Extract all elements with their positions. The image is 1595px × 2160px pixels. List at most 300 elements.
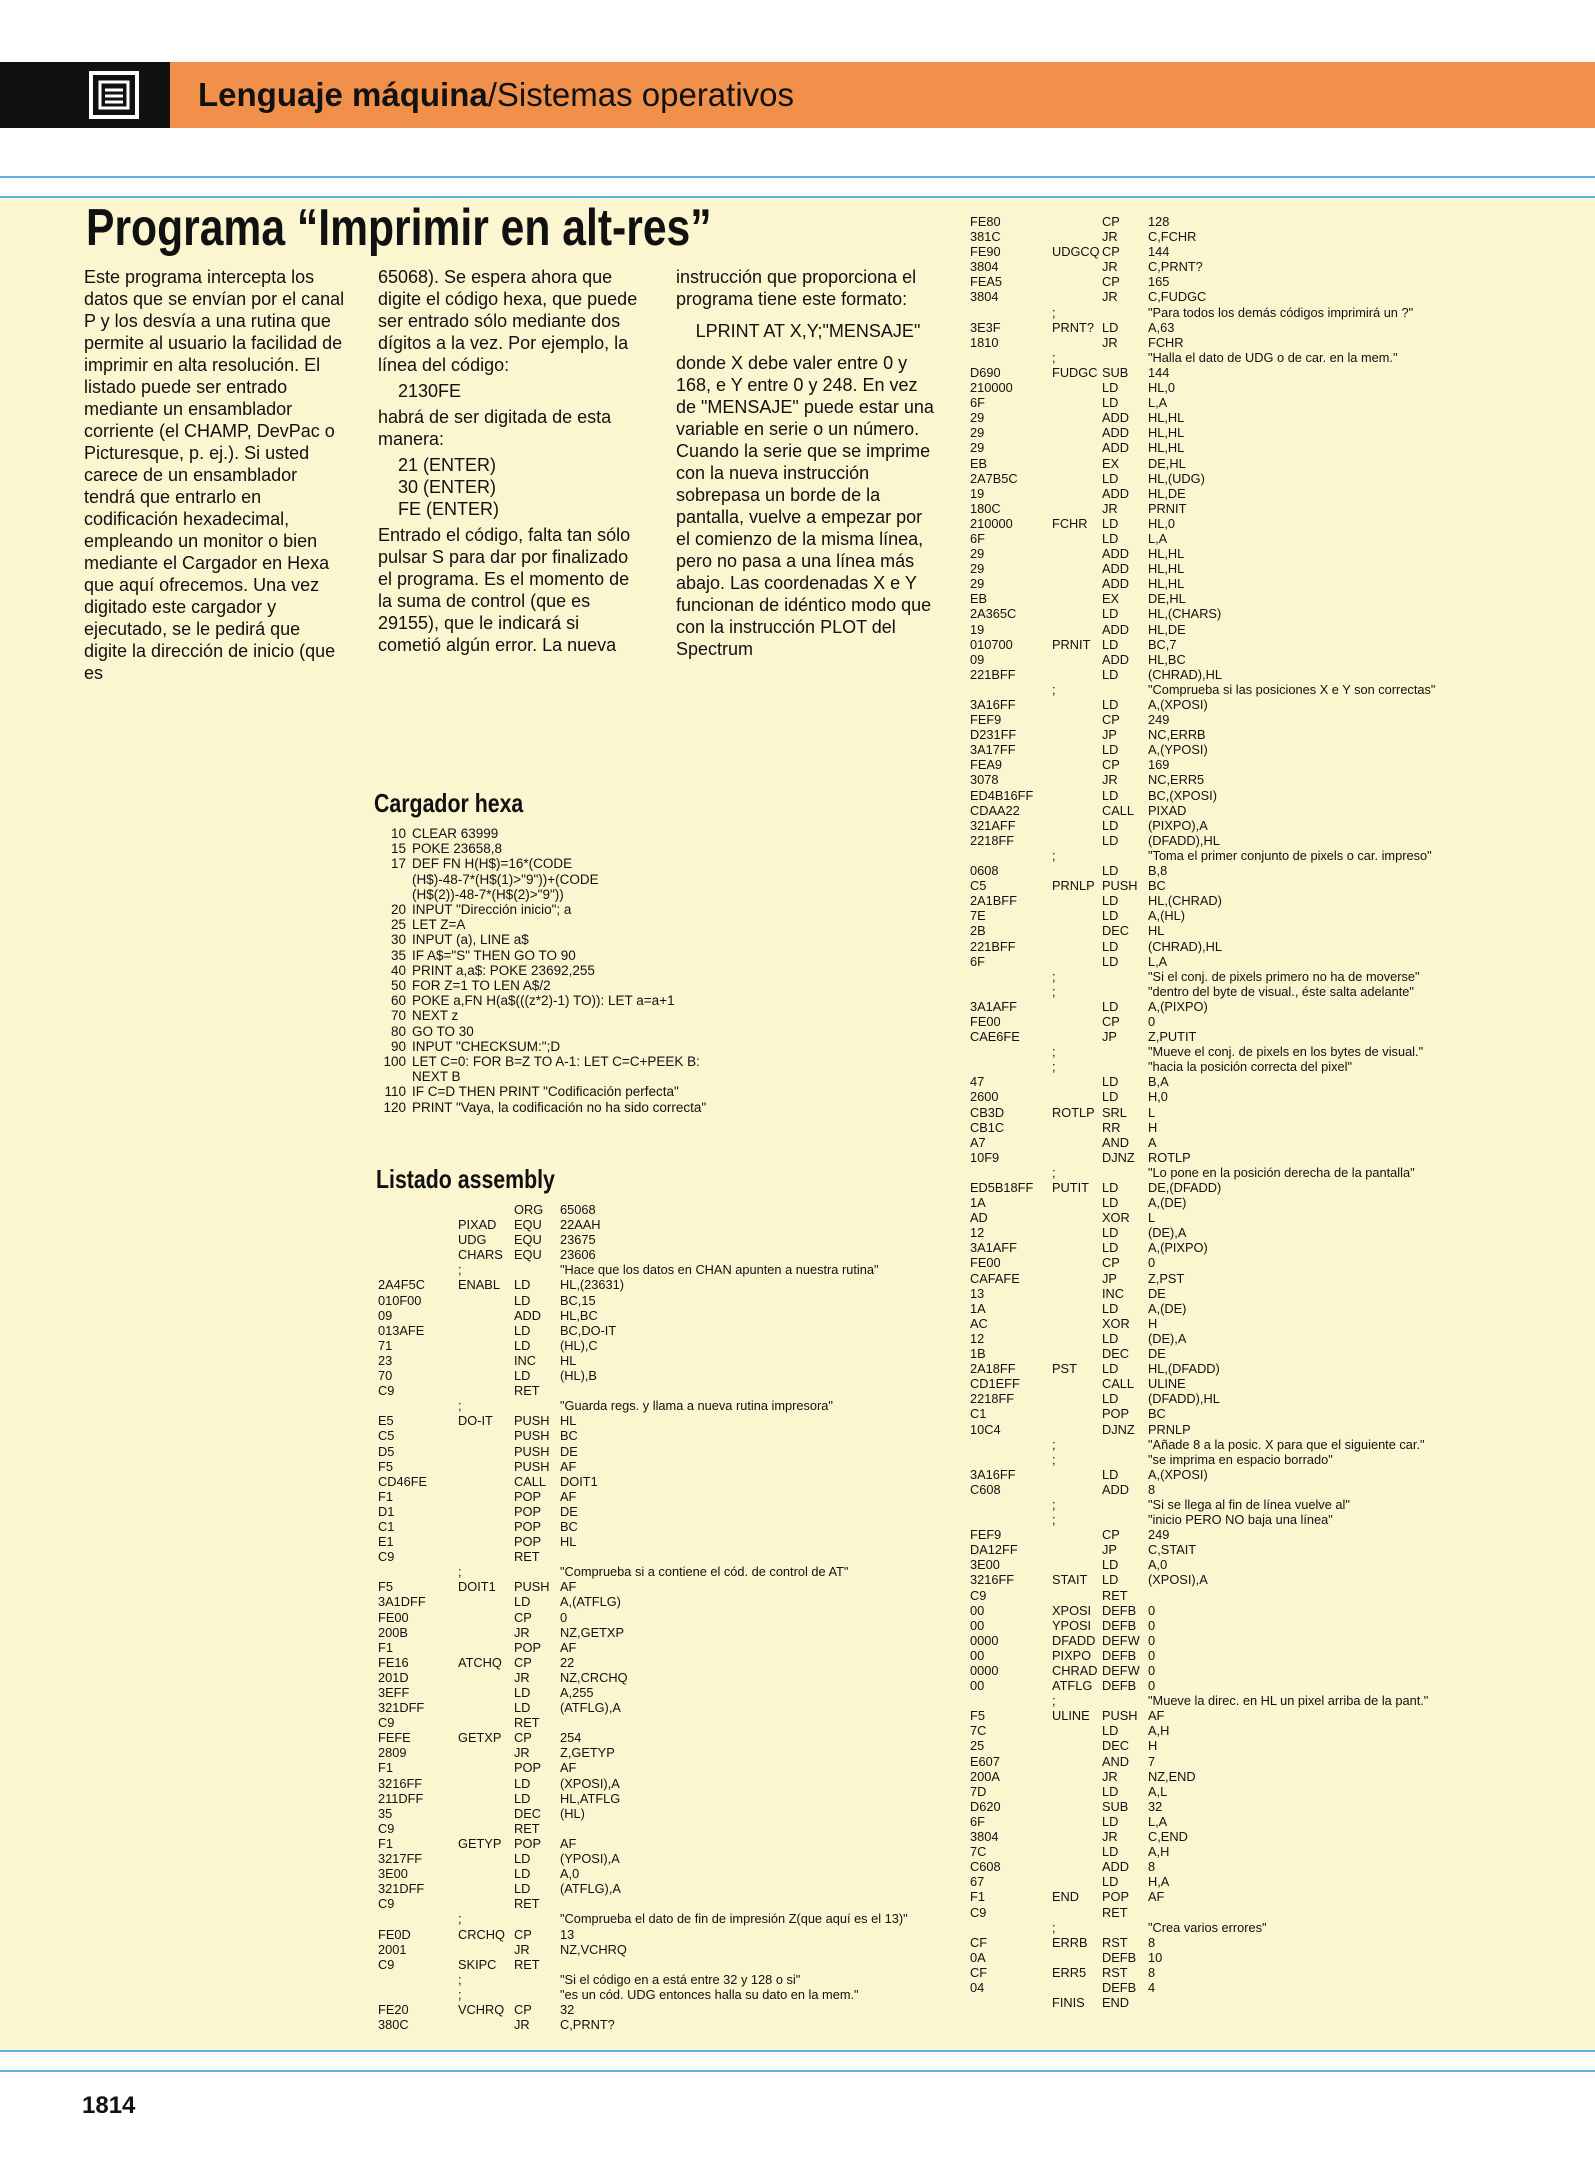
- asm-hex: D1: [378, 1503, 395, 1519]
- asm-operand: Z,PUTIT: [1148, 1029, 1197, 1045]
- basic-line-text: (H$(2))-48-7*(H$(2)>"9")): [412, 886, 564, 902]
- asm-hex: 29: [970, 440, 985, 456]
- asm-opcode: CP: [1102, 274, 1120, 290]
- asm-hex: 321AFF: [970, 817, 1016, 833]
- asm-opcode: END: [1102, 1995, 1130, 2011]
- asm-operand: "Si el código en a está entre 32 y 128 o si": [560, 1971, 801, 1987]
- asm-opcode: PUSH: [514, 1579, 550, 1595]
- asm-hex: F1: [378, 1639, 393, 1655]
- assembly-line: [378, 1353, 918, 1368]
- asm-hex: D690: [970, 364, 1001, 380]
- asm-opcode: DEFB: [1102, 1678, 1137, 1694]
- asm-hex: FEF9: [970, 712, 1002, 728]
- asm-label: ;: [458, 1986, 462, 2002]
- assembly-line: [970, 969, 1570, 984]
- asm-operand: (DE),A: [1148, 1330, 1187, 1346]
- assembly-line: [970, 1648, 1570, 1663]
- asm-opcode: DEFB: [1102, 1602, 1137, 1618]
- asm-operand: NZ,END: [1148, 1768, 1196, 1784]
- asm-opcode: POP: [514, 1488, 542, 1504]
- asm-operand: "Comprueba el dato de fin de impresión Z(que aquí es el 13)": [560, 1911, 908, 1927]
- assembly-line: [970, 1029, 1570, 1044]
- asm-hex: FE00: [378, 1609, 409, 1625]
- assembly-line: [970, 984, 1570, 999]
- asm-operand: A,63: [1148, 319, 1175, 335]
- assembly-line: [970, 1361, 1570, 1376]
- asm-hex: 00: [970, 1617, 985, 1633]
- asm-operand: HL,HL: [1148, 561, 1185, 577]
- assembly-line: [378, 1866, 918, 1881]
- asm-operand: A,(DE): [1148, 1300, 1187, 1316]
- asm-operand: A,H: [1148, 1723, 1170, 1739]
- asm-hex: CF: [970, 1964, 988, 1980]
- asm-label: VCHRQ: [458, 2001, 505, 2017]
- assembly-line: [970, 1089, 1570, 1104]
- asm-hex: C9: [378, 1715, 395, 1731]
- asm-label: ATFLG: [1052, 1678, 1093, 1694]
- assembly-line: [970, 456, 1570, 471]
- asm-operand: NZ,VCHRQ: [560, 1941, 627, 1957]
- assembly-line: [970, 1301, 1570, 1316]
- assembly-line: [970, 546, 1570, 561]
- asm-operand: L: [1148, 1104, 1156, 1120]
- asm-operand: BC,15: [560, 1292, 596, 1308]
- basic-line-number: 25: [390, 917, 406, 933]
- asm-hex: 210000: [970, 515, 1013, 531]
- asm-operand: (HL),C: [560, 1337, 598, 1353]
- column-3-code-format: LPRINT AT X,Y;"MENSAJE": [695, 321, 921, 341]
- asm-hex: 23: [378, 1352, 393, 1368]
- assembly-line: [970, 818, 1570, 833]
- assembly-line: [970, 1135, 1570, 1150]
- assembly-line: [970, 1829, 1570, 1844]
- assembly-line: [970, 803, 1570, 818]
- asm-hex: 2218FF: [970, 1391, 1015, 1407]
- asm-operand: HL: [560, 1352, 577, 1368]
- asm-hex: 19: [970, 485, 985, 501]
- assembly-line: [378, 1715, 918, 1730]
- assembly-line: [378, 1413, 918, 1428]
- assembly-line: [970, 1572, 1570, 1587]
- asm-hex: 00: [970, 1647, 985, 1663]
- asm-opcode: DEC: [1102, 1738, 1130, 1754]
- assembly-line: [970, 1452, 1570, 1467]
- asm-operand: 7: [1148, 1753, 1156, 1769]
- asm-opcode: PUSH: [514, 1458, 550, 1474]
- assembly-line: [970, 1723, 1570, 1738]
- asm-operand: DE,HL: [1148, 591, 1186, 607]
- asm-opcode: ORG: [514, 1202, 544, 1217]
- asm-operand: B,8: [1148, 863, 1168, 879]
- asm-label: UDG: [458, 1232, 487, 1248]
- assembly-line: [970, 531, 1570, 546]
- assembly-line: [970, 471, 1570, 486]
- asm-hex: 210000: [970, 380, 1013, 396]
- assembly-line: [970, 1874, 1570, 1889]
- asm-label: GETXP: [458, 1730, 502, 1746]
- asm-opcode: RET: [1102, 1904, 1128, 1920]
- asm-operand: H,0: [1148, 1089, 1168, 1105]
- asm-operand: 0: [1148, 1013, 1156, 1029]
- asm-operand: 0: [1148, 1663, 1156, 1678]
- asm-label: UDGCQ: [1052, 244, 1100, 260]
- asm-opcode: ADD: [1102, 561, 1130, 577]
- asm-opcode: PUSH: [1102, 1708, 1138, 1724]
- asm-hex: AC: [970, 1315, 988, 1331]
- asm-opcode: INC: [514, 1352, 537, 1368]
- asm-label: ATCHQ: [458, 1654, 502, 1670]
- asm-hex: 1A: [970, 1195, 986, 1211]
- asm-hex: 6F: [970, 395, 985, 411]
- asm-opcode: LD: [1102, 998, 1119, 1014]
- page-number: 1814: [82, 2092, 136, 2119]
- asm-opcode: LD: [514, 1368, 531, 1384]
- asm-operand: HL,(DFADD): [1148, 1361, 1220, 1377]
- asm-operand: HL,(UDG): [1148, 470, 1205, 486]
- asm-opcode: DEC: [1102, 1346, 1130, 1362]
- asm-operand: 10: [1148, 1949, 1163, 1965]
- asm-hex: 13: [970, 1285, 985, 1301]
- asm-hex: 6F: [970, 953, 985, 969]
- assembly-line: [970, 1210, 1570, 1225]
- asm-opcode: PUSH: [514, 1428, 550, 1444]
- asm-label: PUTIT: [1052, 1180, 1089, 1195]
- asm-label: FINIS: [1052, 1995, 1085, 2011]
- asm-operand: HL,0: [1148, 380, 1176, 396]
- asm-operand: 128: [1148, 214, 1170, 229]
- asm-operand: A,(YPOSI): [1148, 742, 1208, 758]
- asm-hex: 10C4: [970, 1421, 1001, 1437]
- asm-hex: F1: [970, 1889, 985, 1905]
- assembly-line: [970, 788, 1570, 803]
- basic-line-text: INPUT (a), LINE a$: [412, 932, 529, 948]
- asm-opcode: RET: [514, 1715, 540, 1731]
- asm-opcode: DEFB: [1102, 1647, 1137, 1663]
- asm-opcode: JR: [514, 1669, 530, 1685]
- asm-hex: 7C: [970, 1723, 987, 1739]
- basic-line-number: 17: [390, 856, 406, 872]
- asm-operand: "inicio PERO NO baja una línea": [1148, 1512, 1333, 1528]
- assembly-line: [970, 622, 1570, 637]
- assembly-line: [970, 1331, 1570, 1346]
- asm-label: ;: [1052, 1044, 1056, 1060]
- assembly-line: [970, 1467, 1570, 1482]
- asm-operand: AF: [560, 1579, 577, 1595]
- asm-opcode: EQU: [514, 1232, 542, 1248]
- asm-hex: 2001: [378, 1941, 407, 1957]
- assembly-line: [378, 1685, 918, 1700]
- asm-hex: 3A1DFF: [378, 1594, 426, 1610]
- assembly-line: [970, 1059, 1570, 1074]
- asm-opcode: LD: [1102, 893, 1119, 909]
- asm-hex: 09: [970, 651, 985, 667]
- asm-operand: C,FCHR: [1148, 229, 1197, 245]
- asm-operand: 249: [1148, 712, 1170, 728]
- asm-hex: 67: [970, 1874, 985, 1890]
- basic-line-text: FOR Z=1 TO LEN A$/2: [412, 978, 551, 994]
- asm-hex: 2B: [970, 923, 986, 939]
- asm-operand: 13: [560, 1926, 575, 1942]
- asm-operand: BC,7: [1148, 636, 1177, 652]
- asm-label: ENABL: [458, 1277, 500, 1293]
- asm-opcode: JR: [1102, 334, 1118, 350]
- assembly-line: [378, 1308, 918, 1323]
- column-2-enter-line-1: 21 (ENTER): [398, 455, 497, 475]
- asm-hex: F5: [378, 1458, 393, 1474]
- assembly-line: [970, 1422, 1570, 1437]
- asm-hex: CAFAFE: [970, 1270, 1020, 1286]
- asm-opcode: SRL: [1102, 1104, 1127, 1120]
- asm-opcode: EQU: [514, 1247, 542, 1263]
- asm-opcode: POP: [1102, 1406, 1130, 1422]
- asm-opcode: POP: [514, 1639, 542, 1655]
- asm-opcode: LD: [1102, 1844, 1119, 1860]
- asm-operand: A,(XPOSI): [1148, 1466, 1208, 1482]
- asm-opcode: JP: [1102, 1542, 1117, 1558]
- asm-label: ;: [1052, 349, 1056, 365]
- assembly-line: [378, 1338, 918, 1353]
- asm-hex: 29: [970, 561, 985, 577]
- asm-opcode: LD: [1102, 1783, 1119, 1799]
- asm-operand: ULINE: [1148, 1376, 1186, 1392]
- assembly-listing-left: [378, 1202, 918, 2032]
- basic-line-text: LET C=0: FOR B=Z TO A-1: LET C=C+PEEK B:: [412, 1054, 700, 1070]
- asm-hex: FE0D: [378, 1926, 411, 1942]
- basic-listing: [374, 826, 934, 1115]
- asm-operand: A,(PIXPO): [1148, 1240, 1208, 1256]
- asm-operand: 8: [1148, 1934, 1156, 1950]
- column-2-enter-line-2: 30 (ENTER): [398, 477, 497, 497]
- asm-operand: NZ,GETXP: [560, 1624, 624, 1640]
- assembly-line: [970, 1663, 1570, 1678]
- asm-opcode: LD: [1102, 1466, 1119, 1482]
- assembly-line: [970, 878, 1570, 893]
- asm-hex: C608: [970, 1481, 1001, 1497]
- assembly-line: [970, 1316, 1570, 1331]
- asm-hex: 321DFF: [378, 1700, 425, 1716]
- asm-operand: HL: [1148, 923, 1165, 939]
- asm-operand: PRNLP: [1148, 1421, 1191, 1437]
- assembly-line: [970, 712, 1570, 727]
- assembly-line: [378, 1640, 918, 1655]
- assembly-line: [378, 1217, 918, 1232]
- article-column-3: [676, 266, 940, 660]
- asm-hex: 3A1AFF: [970, 1240, 1017, 1256]
- asm-operand: 23675: [560, 1232, 596, 1248]
- asm-hex: 2809: [378, 1745, 407, 1761]
- assembly-line: [970, 863, 1570, 878]
- asm-opcode: JR: [1102, 259, 1118, 275]
- asm-operand: "Comprueba si a contiene el cód. de control de AT": [560, 1564, 849, 1580]
- asm-hex: 010700: [970, 636, 1013, 652]
- assembly-line: [378, 1504, 918, 1519]
- asm-label: ;: [458, 1398, 462, 1414]
- asm-hex: FEF9: [970, 1527, 1002, 1543]
- asm-hex: 2A1BFF: [970, 893, 1017, 909]
- asm-label: CHARS: [458, 1247, 503, 1263]
- assembly-line: [378, 1776, 918, 1791]
- assembly-line: [970, 561, 1570, 576]
- asm-opcode: XOR: [1102, 1315, 1130, 1331]
- assembly-line: [378, 1444, 918, 1459]
- assembly-line: [970, 1165, 1570, 1180]
- assembly-line: [970, 999, 1570, 1014]
- asm-opcode: LD: [1102, 1572, 1119, 1588]
- asm-hex: 12: [970, 1225, 985, 1241]
- assembly-line: [378, 1730, 918, 1745]
- asm-opcode: POP: [514, 1760, 542, 1776]
- basic-line-text: LET Z=A: [412, 917, 466, 933]
- asm-operand: "dentro del byte de visual., éste salta adelante": [1148, 983, 1414, 999]
- asm-operand: FCHR: [1148, 334, 1184, 350]
- asm-hex: CDAA22: [970, 802, 1020, 818]
- asm-operand: BC: [560, 1428, 578, 1444]
- asm-hex: 1810: [970, 334, 999, 350]
- asm-operand: DE: [560, 1443, 578, 1459]
- asm-opcode: RR: [1102, 1119, 1121, 1135]
- asm-label: END: [1052, 1889, 1080, 1905]
- asm-operand: 23606: [560, 1247, 596, 1263]
- assembly-line: [970, 516, 1570, 531]
- assembly-line: [970, 1271, 1570, 1286]
- asm-opcode: DEFW: [1102, 1663, 1140, 1678]
- asm-operand: "Si el conj. de pixels primero no ha de moverse": [1148, 968, 1420, 984]
- assembly-line: [378, 1549, 918, 1564]
- assembly-line: [970, 214, 1570, 229]
- asm-operand: A,L: [1148, 1783, 1168, 1799]
- basic-line-text: IF C=D THEN PRINT "Codificación perfecta": [412, 1084, 679, 1100]
- asm-label: ;: [1052, 968, 1056, 984]
- asm-hex: FEA9: [970, 757, 1003, 773]
- asm-opcode: ADD: [1102, 440, 1130, 456]
- assembly-line: [970, 1225, 1570, 1240]
- assembly-line: [970, 244, 1570, 259]
- asm-operand: 0: [1148, 1647, 1156, 1663]
- assembly-line: [970, 1905, 1570, 1920]
- basic-line: [374, 1069, 934, 1084]
- basic-line: [374, 993, 934, 1008]
- asm-hex: 47: [970, 1074, 985, 1090]
- asm-operand: Z,PST: [1148, 1270, 1185, 1286]
- asm-hex: 3078: [970, 772, 999, 788]
- asm-opcode: DEC: [1102, 923, 1130, 939]
- asm-hex: 3216FF: [970, 1572, 1015, 1588]
- asm-operand: 254: [560, 1730, 582, 1746]
- cargador-title: Cargador hexa: [374, 788, 524, 818]
- asm-opcode: LD: [1102, 470, 1119, 486]
- asm-opcode: CP: [1102, 1527, 1120, 1543]
- asm-hex: 3E00: [378, 1866, 408, 1882]
- basic-line-text: INPUT "CHECKSUM:";D: [412, 1038, 561, 1054]
- assembly-line: [378, 2002, 918, 2017]
- assembly-line: [378, 1323, 918, 1338]
- asm-hex: F5: [970, 1708, 985, 1724]
- asm-opcode: LD: [1102, 1361, 1119, 1377]
- assembly-line: [378, 1293, 918, 1308]
- asm-opcode: JR: [514, 1624, 530, 1640]
- asm-hex: 6F: [970, 1813, 985, 1829]
- asm-opcode: LD: [1102, 1391, 1119, 1407]
- assembly-line: [378, 1821, 918, 1836]
- asm-hex: ED4B16FF: [970, 787, 1034, 803]
- basic-line-number: 110: [384, 1084, 406, 1100]
- asm-hex: 380C: [378, 2017, 409, 2033]
- assembly-line: [970, 1784, 1570, 1799]
- asm-operand: C,END: [1148, 1829, 1188, 1845]
- asm-operand: DE: [1148, 1285, 1166, 1301]
- asm-operand: A,H: [1148, 1844, 1170, 1860]
- assembly-line: [970, 1497, 1570, 1512]
- asm-hex: 201D: [378, 1669, 409, 1685]
- basic-line: [374, 1084, 934, 1099]
- asm-operand: 0: [1148, 1632, 1156, 1648]
- asm-operand: L,A: [1148, 1813, 1168, 1829]
- asm-operand: A,0: [560, 1866, 580, 1882]
- asm-opcode: DEFB: [1102, 1949, 1137, 1965]
- asm-operand: BC,(XPOSI): [1148, 787, 1217, 803]
- asm-label: PRNLP: [1052, 878, 1095, 894]
- asm-operand: AF: [560, 1639, 577, 1655]
- asm-opcode: POP: [1102, 1889, 1130, 1905]
- assembly-line: [378, 1760, 918, 1775]
- asm-operand: (XPOSI),A: [1148, 1572, 1208, 1588]
- asm-hex: 3804: [970, 289, 999, 305]
- asm-hex: 29: [970, 425, 985, 441]
- asm-operand: HL,HL: [1148, 576, 1185, 592]
- asm-operand: "Para todos los demás códigos imprimirá un ?": [1148, 304, 1414, 320]
- assembly-line: [970, 365, 1570, 380]
- asm-operand: (DFADD),HL: [1148, 832, 1220, 848]
- asm-operand: 0: [1148, 1255, 1156, 1271]
- assembly-line: [970, 1286, 1570, 1301]
- basic-line-text: CLEAR 63999: [412, 826, 499, 841]
- asm-opcode: JR: [1102, 500, 1118, 516]
- asm-operand: A,(PIXPO): [1148, 998, 1208, 1014]
- assembly-line: [378, 1911, 918, 1926]
- asm-operand: 22AAH: [560, 1217, 601, 1233]
- asm-operand: "Toma el primer conjunto de pixels o car. impreso": [1148, 847, 1432, 863]
- asm-opcode: CP: [1102, 1255, 1120, 1271]
- asm-opcode: LD: [1102, 606, 1119, 622]
- asm-operand: H,A: [1148, 1874, 1170, 1890]
- asm-label: ;: [1052, 1693, 1056, 1709]
- assembly-line: [378, 1987, 918, 2002]
- asm-hex: 0608: [970, 863, 999, 879]
- asm-operand: H: [1148, 1119, 1158, 1135]
- asm-opcode: ADD: [1102, 1859, 1130, 1875]
- asm-operand: H: [1148, 1738, 1158, 1754]
- assembly-line: [970, 1180, 1570, 1195]
- asm-opcode: LD: [1102, 832, 1119, 848]
- asm-operand: 0: [1148, 1617, 1156, 1633]
- asm-operand: "Lo pone en la posición derecha de la pantalla": [1148, 1164, 1415, 1180]
- assembly-line: [970, 1738, 1570, 1753]
- assembly-line: [970, 229, 1570, 244]
- asm-hex: C9: [970, 1587, 987, 1603]
- asm-operand: AF: [560, 1458, 577, 1474]
- asm-opcode: CP: [1102, 757, 1120, 773]
- asm-opcode: RET: [514, 1383, 540, 1399]
- asm-operand: (HL): [560, 1805, 585, 1821]
- asm-hex: 00: [970, 1678, 985, 1694]
- section-name-bold: Lenguaje máquina: [198, 76, 488, 113]
- assembly-line: [970, 1799, 1570, 1814]
- assembly-line: [378, 1896, 918, 1911]
- asm-operand: HL,HL: [1148, 546, 1185, 562]
- asm-opcode: RET: [514, 1549, 540, 1565]
- asm-hex: 29: [970, 410, 985, 426]
- chip-icon: [88, 70, 140, 120]
